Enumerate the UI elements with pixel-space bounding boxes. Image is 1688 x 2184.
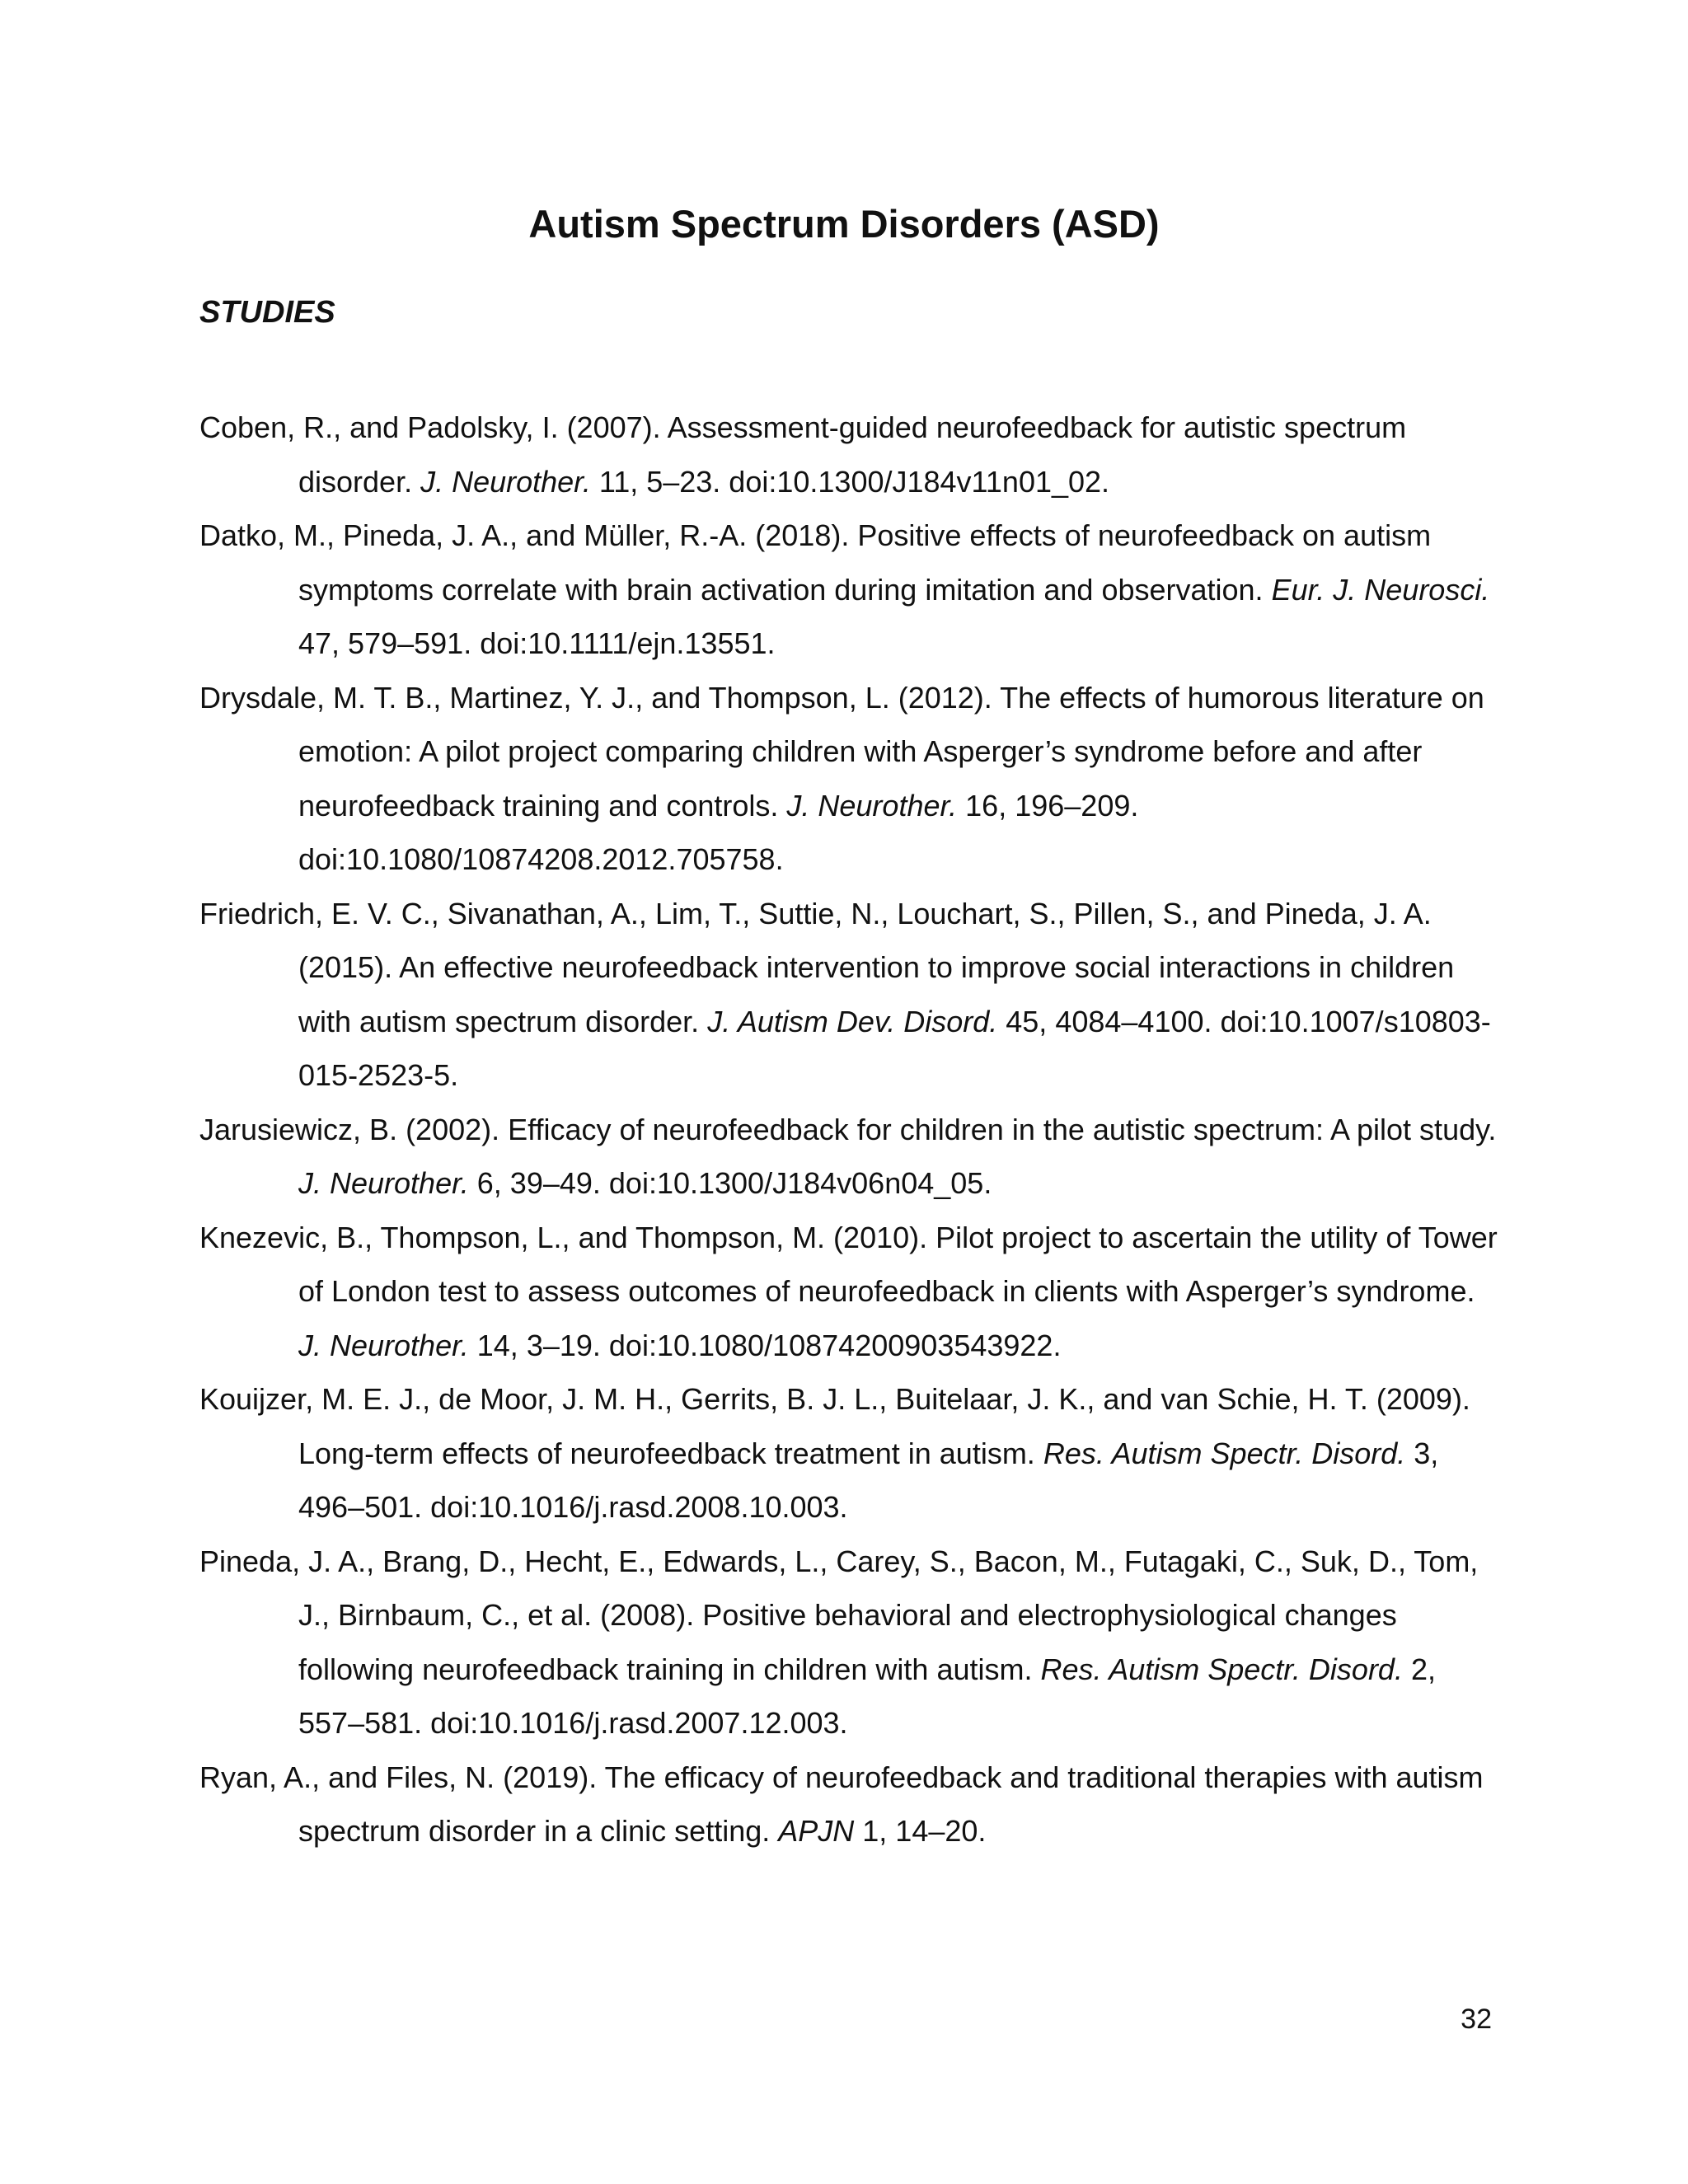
reference-journal: Res. Autism Spectr. Disord. — [1043, 1436, 1406, 1470]
reference-journal: J. Neurother. — [420, 464, 591, 499]
reference-journal: Eur. J. Neurosci. — [1271, 572, 1490, 607]
page-title: Autism Spectrum Disorders (ASD) — [528, 202, 1160, 246]
reference-authors-title: Datko, M., Pineda, J. A., and Müller, R.-A. (2018). Positive effects of neurofeedback on autism symptoms correlate with brain activation during imitation and observation. — [199, 518, 1432, 607]
reference-details: 1, 14–20. — [854, 1814, 987, 1848]
reference-item — [199, 1750, 1502, 1858]
reference-list — [199, 401, 1502, 1858]
reference-item — [199, 671, 1502, 887]
reference-item — [199, 1535, 1502, 1750]
section-heading-studies: STUDIES — [199, 295, 335, 330]
reference-item — [199, 509, 1502, 671]
reference-journal: APJN — [778, 1814, 855, 1848]
reference-authors-title: Coben, R., and Padolsky, I. (2007). Assessment-guided neurofeedback for autistic spectrum disorder. — [199, 410, 1407, 499]
reference-details: 6, 39–49. doi:10.1300/J184v06n04_05. — [468, 1166, 992, 1200]
reference-journal: Res. Autism Spectr. Disord. — [1040, 1652, 1403, 1686]
reference-details: 11, 5–23. doi:10.1300/J184v11n01_02. — [590, 464, 1110, 499]
page-number: 32 — [1461, 2004, 1492, 2035]
reference-item — [199, 887, 1502, 1103]
reference-item — [199, 1372, 1502, 1535]
reference-authors-title: Knezevic, B., Thompson, L., and Thompson, M. (2010). Pilot project to ascertain the utility of Tower of London test to assess outcomes of neurofeedback in clients with Asperger’s syndrome. — [199, 1220, 1498, 1308]
reference-details: 3, 496–501. doi:10.1016/j.rasd.2008.10.003. — [298, 1436, 1439, 1524]
reference-item — [199, 1103, 1502, 1211]
reference-details: 47, 579–591. doi:10.1111/ejn.13551. — [298, 626, 776, 660]
reference-authors-title: Jarusiewicz, B. (2002). Efficacy of neurofeedback for children in the autistic spectrum: A pilot study. — [199, 1112, 1497, 1146]
reference-details: 14, 3–19. doi:10.1080/10874200903543922. — [468, 1328, 1062, 1362]
reference-journal: J. Neurother. — [298, 1166, 469, 1200]
reference-item — [199, 401, 1502, 509]
reference-details: 2, 557–581. doi:10.1016/j.rasd.2007.12.003. — [298, 1652, 1436, 1740]
reference-authors-title: Ryan, A., and Files, N. (2019). The efficacy of neurofeedback and traditional therapies with autism spectrum disorder in a clinic setting. — [199, 1760, 1484, 1848]
reference-authors-title: Drysdale, M. T. B., Martinez, Y. J., and Thompson, L. (2012). The effects of humorous literature on emotion: A pilot project comparing children with Asperger’s syndrome before and after neurofeedback training and controls. — [199, 680, 1484, 823]
reference-details: 45, 4084–4100. doi:10.1007/s10803-015-2523-5. — [298, 1004, 1491, 1092]
reference-details: 16, 196–209. doi:10.1080/10874208.2012.705758. — [298, 788, 1139, 876]
reference-authors-title: Pineda, J. A., Brang, D., Hecht, E., Edwards, L., Carey, S., Bacon, M., Futagaki, C., Suk, D., Tom, J., Birnbaum, C., et al. (2008). Positive behavioral and electrophysiological changes following neurofeedback training in children with autism. — [199, 1544, 1479, 1686]
reference-authors-title: Kouijzer, M. E. J., de Moor, J. M. H., Gerrits, B. J. L., Buitelaar, J. K., and van Schie, H. T. (2009). Long-term effects of neurofeedback treatment in autism. — [199, 1382, 1470, 1470]
reference-item — [199, 1211, 1502, 1373]
reference-journal: J. Neurother. — [298, 1328, 469, 1362]
reference-journal: J. Neurother. — [786, 788, 958, 823]
reference-journal: J. Autism Dev. Disord. — [707, 1004, 998, 1038]
reference-authors-title: Friedrich, E. V. C., Sivanathan, A., Lim, T., Suttie, N., Louchart, S., Pillen, S., and Pineda, J. A. (2015). An effective neurofeedback intervention to improve social interactions in children with autism spectrum disorder. — [199, 896, 1455, 1038]
